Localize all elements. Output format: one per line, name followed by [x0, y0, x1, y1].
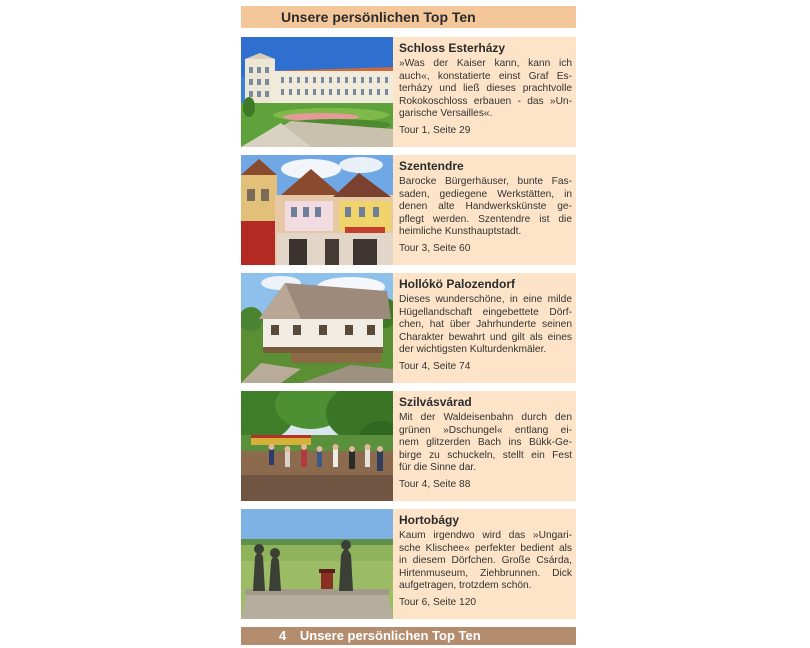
entry-tour-reference: Tour 4, Seite 88	[399, 478, 471, 490]
entry-text-box	[393, 155, 576, 265]
description-line: Hügellandschaft eingebettete Dörf-	[399, 306, 572, 318]
szentendre-houses-photo	[241, 155, 393, 265]
description-line: denen alte Handwerkskünste ge-	[399, 201, 572, 213]
page-footer	[241, 627, 576, 645]
entry-title: Hollókö Palozendorf	[399, 277, 516, 291]
description-line: garische Versailles«.	[399, 108, 493, 120]
entry-text-box	[393, 37, 576, 147]
description-line: Barocke Bürgerhäuser, bunte Fas-	[399, 176, 572, 187]
entry-text-box	[393, 391, 576, 501]
description-line: Mit der Waldeisenbahn durch den	[399, 412, 572, 423]
description-line: birge zu schuckeln, stellt ein Fest	[399, 449, 572, 461]
entry-description	[399, 294, 572, 357]
top-ten-entry-szentendre	[241, 155, 576, 265]
description-line: nem glitzerden Bach ins Bükk-Ge-	[399, 437, 572, 449]
top-ten-entry-szilvasvarad	[241, 391, 576, 501]
hortobagy-statues-photo	[241, 509, 393, 619]
entry-description	[399, 176, 572, 239]
description-line: auch«, konstatierte einst Graf Es-	[399, 70, 572, 82]
description-line: terházy und ließ dieses prachtvolle	[399, 83, 572, 95]
page-footer-title: Unsere persönlichen Top Ten	[299, 628, 481, 643]
description-line: sche Klischee« perfekter bedient als	[399, 542, 572, 554]
description-line: Kaum irgendwo wird das »Ungari-	[399, 530, 572, 541]
entry-tour-reference: Tour 4, Seite 74	[399, 360, 471, 372]
holloko-village-photo	[241, 273, 393, 383]
page-header	[241, 6, 576, 28]
entry-title: Szentendre	[399, 159, 464, 173]
entry-title: Szilvásvárad	[399, 395, 472, 409]
top-ten-entry-holloko	[241, 273, 576, 383]
top-ten-entry-hortobagy	[241, 509, 576, 619]
page-number: 4	[279, 628, 287, 643]
description-line: saden, gediegene Werkstätten, in	[399, 188, 572, 200]
entry-description	[399, 58, 572, 121]
description-line: »Was der Kaiser kann, kann ich	[399, 58, 572, 69]
entry-tour-reference: Tour 3, Seite 60	[399, 242, 471, 254]
description-line: Dieses wunderschöne, in eine milde	[399, 294, 572, 305]
description-line: der wichtigsten Kulturdenkmäler.	[399, 344, 547, 356]
entry-description	[399, 530, 572, 593]
entry-text-box	[393, 509, 576, 619]
entry-title: Schloss Esterházy	[399, 41, 506, 55]
entry-description	[399, 412, 572, 475]
description-line: für die Sinne dar.	[399, 462, 477, 474]
description-line: pflegt werden. Szentendre ist die	[399, 213, 572, 225]
top-ten-entry-esterhazy	[241, 37, 576, 147]
description-line: Hirtenmuseum, Ziehbrunnen. Dick	[399, 567, 572, 579]
description-line: grünen »Dschungel« entlang ei-	[399, 424, 572, 436]
szilvasvarad-forest-photo	[241, 391, 393, 501]
entry-text-box	[393, 273, 576, 383]
esterhazy-palace-photo	[241, 37, 393, 147]
description-line: aufgetragen, trotzdem schön.	[399, 580, 532, 592]
description-line: Rokokoschloss erbauen - das »Un-	[399, 95, 572, 107]
entry-title: Hortobágy	[399, 513, 459, 527]
entry-tour-reference: Tour 1, Seite 29	[399, 124, 471, 136]
description-line: chen, hat über Jahrhunderte seinen	[399, 319, 572, 331]
entry-tour-reference: Tour 6, Seite 120	[399, 596, 477, 608]
page-header-title: Unsere persönlichen Top Ten	[281, 9, 476, 25]
description-line: Charakter bewahrt und gilt als eines	[399, 331, 572, 343]
description-line: heimliche Kunsthauptstadt.	[399, 226, 522, 238]
description-line: in diesem Dörfchen. Große Csárda,	[399, 555, 572, 567]
